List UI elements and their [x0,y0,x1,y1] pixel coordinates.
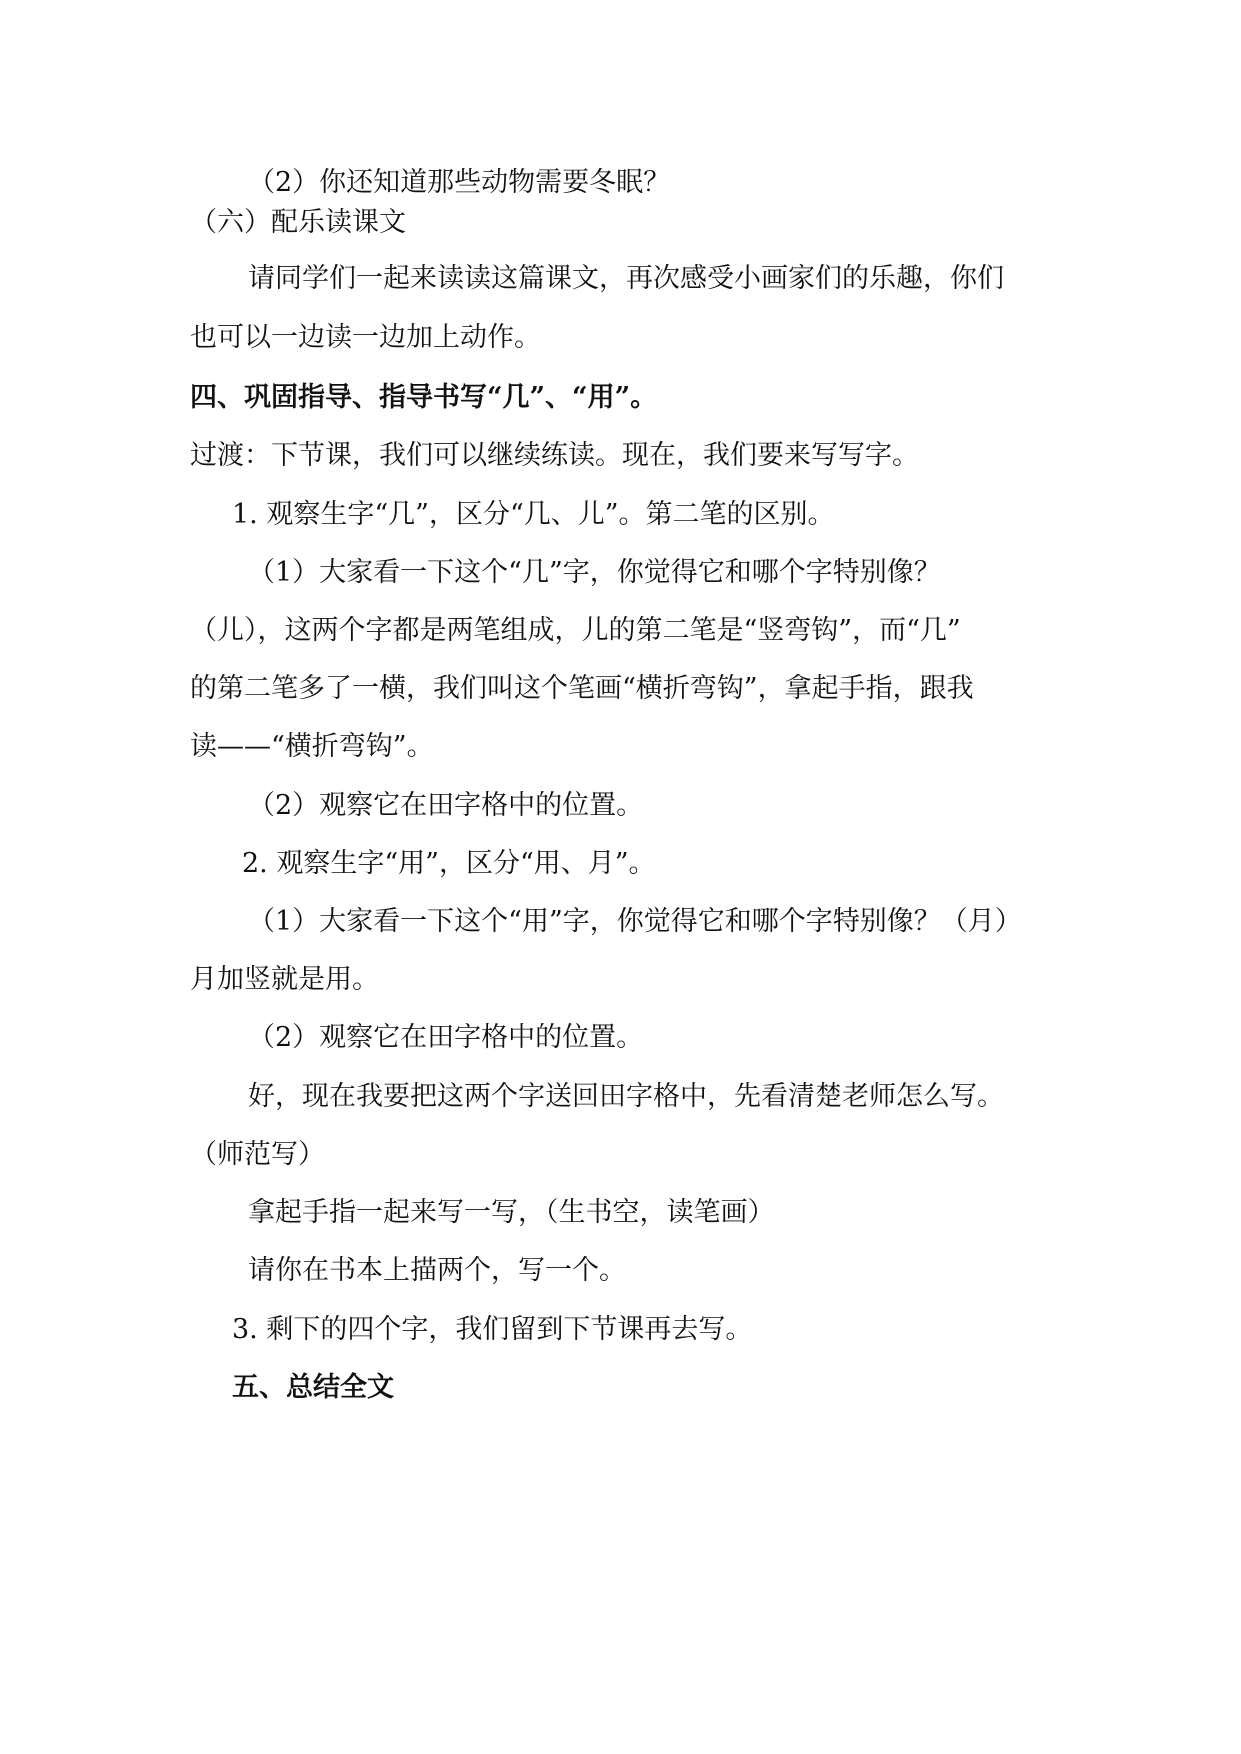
text-line: （2）观察它在田字格中的位置。 [248,790,644,821]
section-heading: 四、巩固指导、指导书写“几”、“用”。 [190,382,658,413]
section-heading: 五、总结全文 [232,1372,394,1403]
text-line: 1. 观察生字“几”，区分“几、儿”。第二笔的区别。 [232,499,835,530]
text-line: 的第二笔多了一横，我们叫这个笔画“横折弯钩”，拿起手指，跟我 [190,673,974,704]
text-line: 2. 观察生字“用”，区分“用、月”。 [242,848,656,879]
text-line: （1）大家看一下这个“几”字，你觉得它和哪个字特别像？ [248,557,941,588]
text-line: 请同学们一起来读读这篇课文，再次感受小画家们的乐趣，你们 [248,263,1004,294]
text-line: 拿起手指一起来写一写，（生书空，读笔画） [248,1197,775,1228]
text-line: 月加竖就是用。 [190,964,379,995]
text-line: （2）你还知道那些动物需要冬眠？ [248,167,671,198]
text-line: 也可以一边读一边加上动作。 [190,322,541,353]
text-line: （2）观察它在田字格中的位置。 [248,1022,644,1053]
text-line: （儿），这两个字都是两笔组成，儿的第二笔是“竖弯钩”，而“几” [190,615,961,646]
text-line: 好，现在我要把这两个字送回田字格中，先看清楚老师怎么写。 [248,1081,1004,1112]
text-line: （1）大家看一下这个“用”字，你觉得它和哪个字特别像？（月） [248,906,1022,937]
section-heading: （六）配乐读课文 [190,207,406,238]
text-line: 3. 剩下的四个字，我们留到下节课再去写。 [232,1314,753,1345]
text-line: 请你在书本上描两个，写一个。 [248,1255,626,1286]
text-line: 过渡：下节课，我们可以继续练读。现在，我们要来写写字。 [190,440,919,471]
text-line: 读——“横折弯钩”。 [190,731,434,762]
text-line: （师范写） [190,1139,325,1170]
